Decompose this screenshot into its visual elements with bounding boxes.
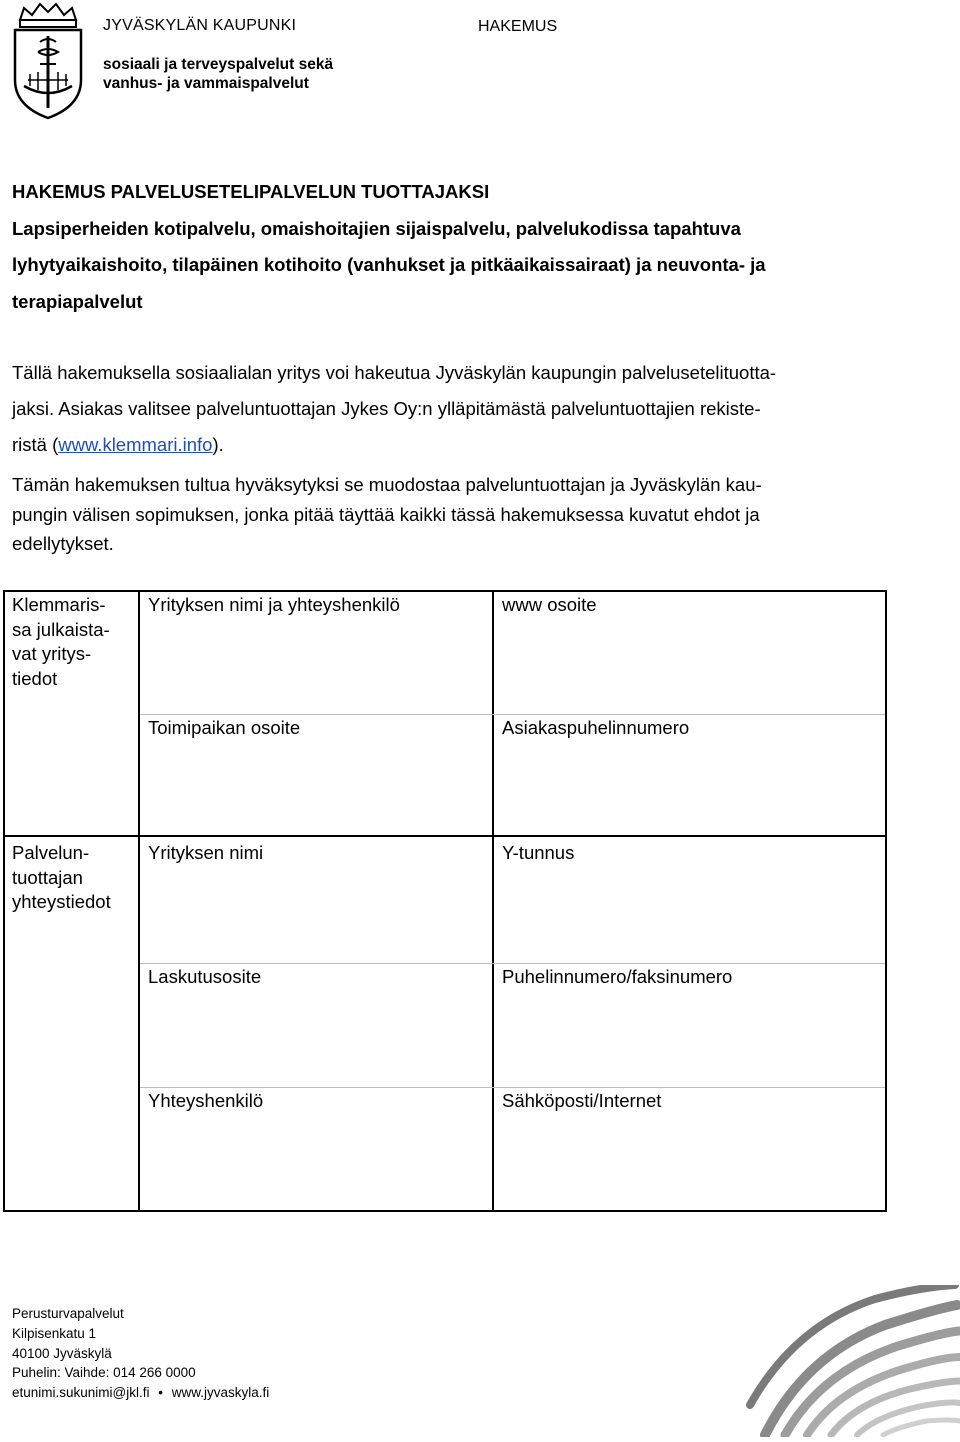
- contact-person-field[interactable]: Yhteyshenkilö: [148, 1090, 264, 1111]
- department-line-1: sosiaali ja terveyspalvelut sekä: [103, 56, 334, 73]
- footer-links: [12, 1383, 269, 1403]
- department-name: [103, 55, 333, 93]
- intro-line-2: jaksi. Asiakas valitsee palveluntuottajan Jykes Oy:n ylläpitämästä palveluntuottajien rekiste-: [12, 398, 761, 419]
- section1-label-line: sa julkaista-: [12, 618, 110, 640]
- intro-line-3-pre: ristä (: [12, 434, 59, 455]
- coat-of-arms-icon: [10, 2, 86, 120]
- section-label-published-info: [12, 593, 110, 691]
- title-line-4: terapiapalvelut: [12, 290, 143, 312]
- approval-paragraph: [12, 470, 912, 559]
- footer-contact: [12, 1304, 269, 1403]
- intro-line-3-post: ).: [212, 434, 224, 455]
- section1-label-line: vat yritys-: [12, 643, 92, 664]
- email-internet-field[interactable]: Sähköposti/Internet: [502, 1090, 662, 1111]
- section2-label-line: tuottajan: [12, 866, 83, 888]
- billing-address-field[interactable]: Laskutusosite: [148, 966, 262, 987]
- swirl-logo-icon: [745, 1285, 960, 1437]
- document-type: HAKEMUS: [478, 18, 558, 35]
- office-address-field[interactable]: Toimipaikan osoite: [148, 717, 301, 738]
- footer-phone: Puhelin: Vaihde: 014 266 0000: [12, 1365, 196, 1381]
- section1-label-line: tiedot: [12, 667, 58, 689]
- footer-postal: 40100 Jyväskylä: [12, 1345, 112, 1361]
- section1-label-line: Klemmaris-: [12, 594, 106, 615]
- footer-separator: •: [158, 1385, 163, 1401]
- title-line-2: Lapsiperheiden kotipalvelu, omaishoitajien sijaispalvelu, palvelukodissa tapahtuva: [12, 217, 741, 239]
- page-title: [12, 174, 912, 320]
- section2-label-line: Palvelun-: [12, 842, 90, 863]
- intro-paragraph: [12, 355, 912, 463]
- customer-phone-field[interactable]: Asiakaspuhelinnumero: [502, 717, 690, 738]
- company-contact-field[interactable]: Yrityksen nimi ja yhteyshenkilö: [148, 594, 400, 615]
- intro-line-3: [12, 427, 912, 463]
- company-name-field[interactable]: Yrityksen nimi: [148, 842, 264, 863]
- organization-name: JYVÄSKYLÄN KAUPUNKI: [103, 17, 297, 34]
- approval-line-1: Tämän hakemuksen tultua hyväksytyksi se muodostaa palveluntuottajan ja Jyväskylän kau-: [12, 474, 762, 495]
- business-id-field[interactable]: Y-tunnus: [502, 842, 575, 863]
- title-line-3: lyhytyaikaishoito, tilapäinen kotihoito (vanhukset ja pitkäaikaissairaat) ja neuvonta- ja: [12, 254, 766, 275]
- footer-street: Kilpisenkatu 1: [12, 1325, 97, 1341]
- www-address-field[interactable]: www osoite: [502, 594, 597, 615]
- section-label-provider-contact: [12, 841, 111, 915]
- approval-line-2: pungin välisen sopimuksen, jonka pitää täyttää kaikki tässä hakemuksessa kuvatut ehdot ja: [12, 503, 760, 525]
- section2-label-line: yhteystiedot: [12, 891, 111, 912]
- footer-website[interactable]: www.jyvaskyla.fi: [171, 1385, 270, 1401]
- footer-unit: Perusturvapalvelut: [12, 1306, 124, 1321]
- footer-email[interactable]: etunimi.sukunimi@jkl.fi: [12, 1385, 150, 1401]
- approval-line-3: edellytykset.: [12, 533, 114, 554]
- klemmari-link[interactable]: www.klemmari.info: [58, 434, 213, 455]
- phone-fax-field[interactable]: Puhelinnumero/faksinumero: [502, 966, 733, 987]
- title-line-1: HAKEMUS PALVELUSETELIPALVELUN TUOTTAJAKSI: [12, 181, 490, 202]
- department-line-2: vanhus- ja vammaispalvelut: [103, 75, 309, 92]
- application-form-table: [3, 590, 887, 1212]
- intro-line-1: Tällä hakemuksella sosiaalialan yritys voi hakeutua Jyväskylän kaupungin palvelusetelituotta-: [12, 362, 777, 383]
